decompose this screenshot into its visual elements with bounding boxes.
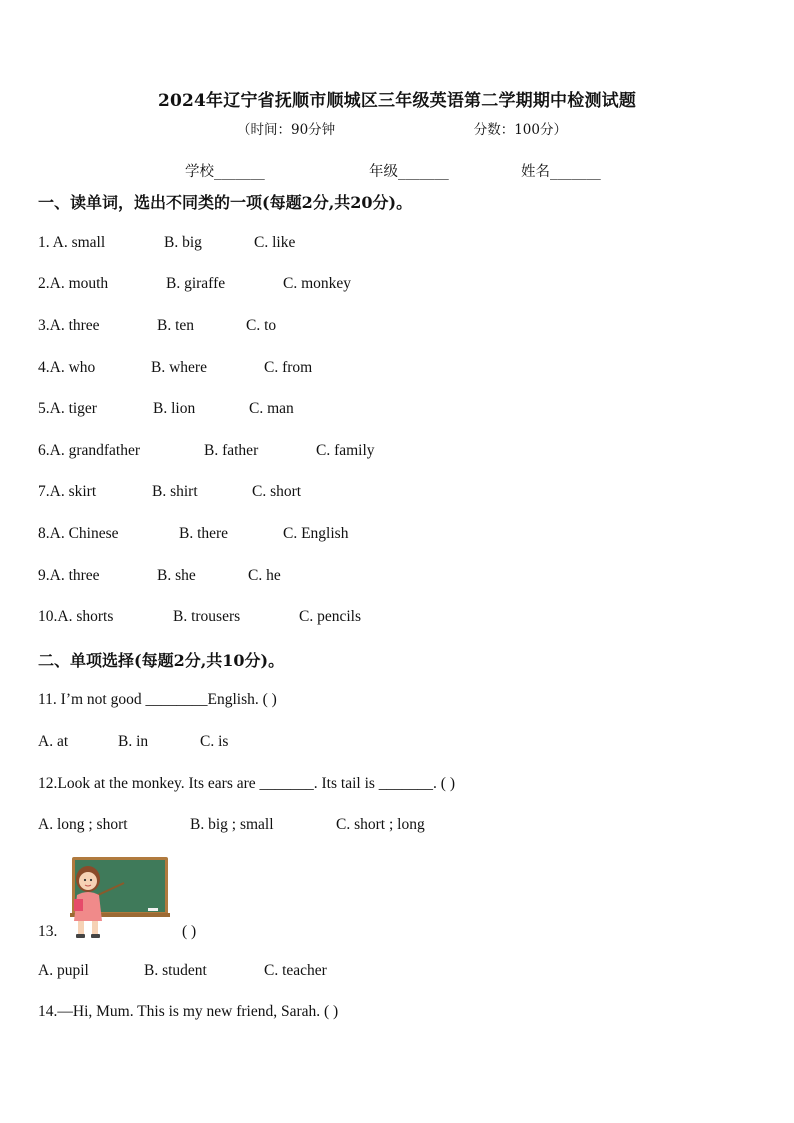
- option-b: B. student: [144, 962, 207, 979]
- option-a: A. at: [38, 733, 69, 750]
- option-b: B. shirt: [152, 483, 198, 500]
- option-a: 8.A. Chinese: [38, 525, 119, 542]
- option-a: 9.A. three: [38, 567, 100, 584]
- option-c: C. teacher: [264, 962, 327, 979]
- school-field: 学校_______: [185, 164, 265, 180]
- answer-parentheses: ( ): [182, 923, 197, 940]
- time-limit: （时间：90分钟: [237, 122, 336, 138]
- option-a: 3.A. three: [38, 317, 100, 334]
- option-c: C. he: [248, 567, 281, 584]
- option-b: B. where: [151, 359, 207, 376]
- option-a: A. pupil: [38, 962, 89, 979]
- option-a: 7.A. skirt: [38, 483, 97, 500]
- option-c: C. short: [252, 483, 302, 500]
- question-14-text: 14.—Hi, Mum. This is my new friend, Sarah. ( ): [38, 1003, 339, 1020]
- option-c: C. pencils: [299, 608, 361, 625]
- option-c: C. English: [283, 525, 349, 542]
- total-score: 分数：100分）: [473, 122, 567, 138]
- option-c: C. from: [264, 359, 313, 376]
- section-1-heading: 一、读单词，选出不同类的一项(每题2分,共20分)。: [38, 193, 413, 212]
- grade-field: 年级_______: [369, 164, 449, 180]
- option-b: B. she: [157, 567, 196, 584]
- option-a: 5.A. tiger: [38, 400, 97, 417]
- option-a: 10.A. shorts: [38, 608, 114, 625]
- option-a: 6.A. grandfather: [38, 442, 140, 459]
- option-b: B. lion: [153, 400, 196, 417]
- option-c: C. man: [249, 400, 294, 417]
- option-a: A. long ; short: [38, 816, 128, 833]
- exam-subtitle: [237, 118, 567, 138]
- option-c: C. like: [254, 234, 296, 251]
- option-b: B. giraffe: [166, 275, 226, 292]
- teacher-at-blackboard-icon: [64, 855, 170, 941]
- page-title: 2024年辽宁省抚顺市顺城区三年级英语第二学期期中检测试题: [157, 91, 637, 111]
- option-c: C. to: [246, 317, 277, 334]
- section-2-heading: 二、单项选择(每题2分,共10分)。: [38, 651, 285, 670]
- option-a: 1. A. small: [38, 234, 106, 251]
- option-b: B. in: [118, 733, 149, 750]
- option-b: B. big ; small: [190, 816, 274, 833]
- option-c: C. monkey: [283, 275, 352, 292]
- option-b: B. there: [179, 525, 229, 542]
- option-b: B. father: [204, 442, 259, 459]
- option-a: 4.A. who: [38, 359, 96, 376]
- option-b: B. ten: [157, 317, 195, 334]
- option-c: C. short ; long: [336, 816, 425, 833]
- question-13-number: 13.: [38, 923, 58, 940]
- option-a: 2.A. mouth: [38, 275, 109, 292]
- question-12-text: 12.Look at the monkey. Its ears are _______. Its tail is _______. ( ): [38, 775, 455, 792]
- option-b: B. trousers: [173, 608, 241, 625]
- question-11-text: 11. I’m not good ________English. ( ): [38, 691, 277, 708]
- option-c: C. family: [316, 442, 375, 459]
- option-c: C. is: [200, 733, 229, 750]
- name-field: 姓名_______: [521, 164, 601, 180]
- option-b: B. big: [164, 234, 202, 251]
